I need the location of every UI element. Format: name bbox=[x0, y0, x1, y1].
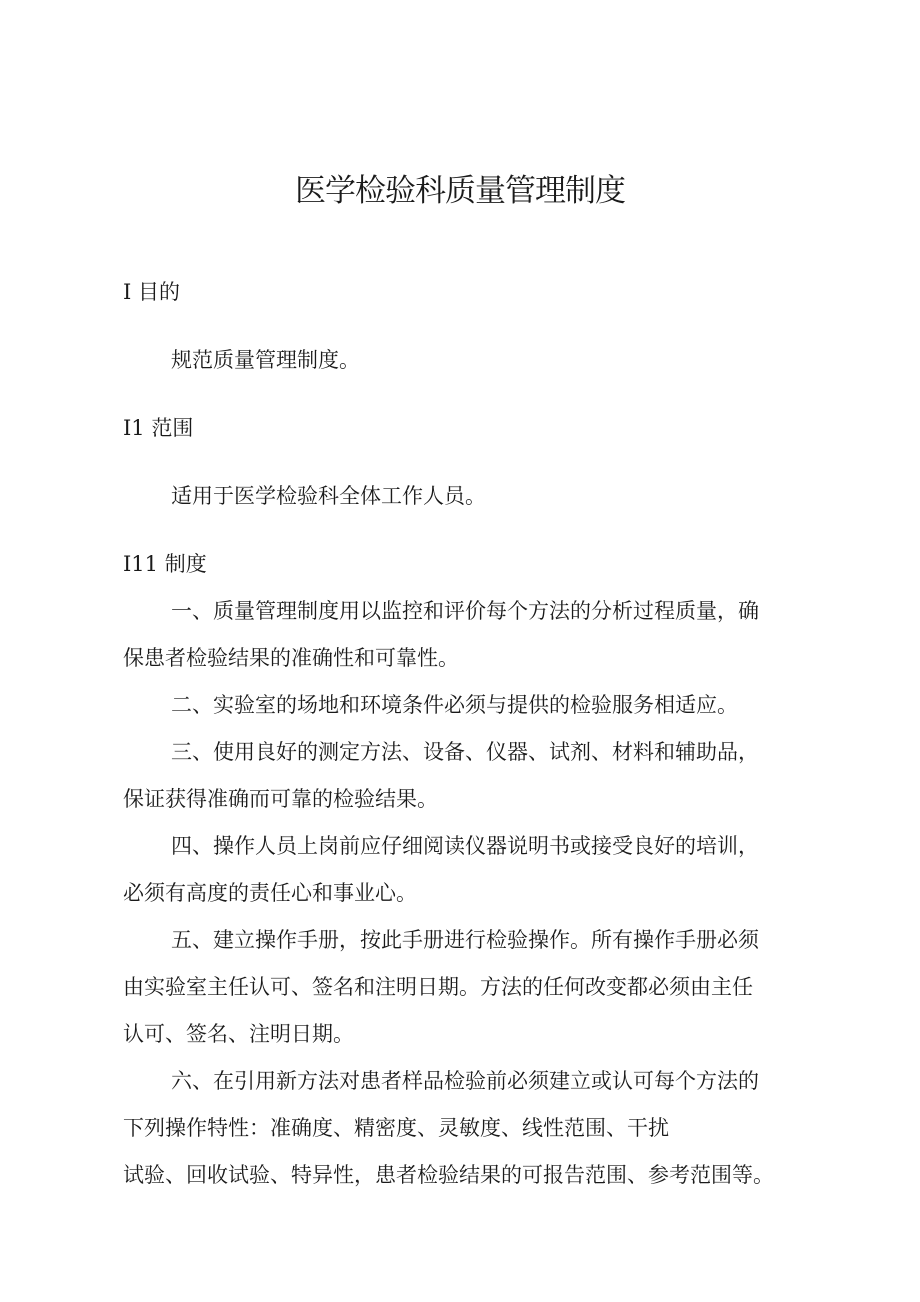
clause-line: 认可、签名、注明日期。 bbox=[123, 1022, 354, 1046]
clause-line: 三、使用良好的测定方法、设备、仪器、试剂、材料和辅助品， bbox=[171, 740, 759, 764]
section-heading-scope: I1 范围 bbox=[123, 416, 194, 440]
section-body-purpose: 规范质量管理制度。 bbox=[171, 348, 360, 372]
clause-2 bbox=[123, 682, 823, 729]
clause-line: 必须有高度的责任心和事业心。 bbox=[123, 881, 417, 905]
clause-4 bbox=[123, 823, 823, 917]
clause-line: 一、质量管理制度用以监控和评价每个方法的分析过程质量，确 bbox=[171, 599, 759, 623]
document-body bbox=[123, 269, 823, 1199]
clause-6 bbox=[123, 1058, 823, 1199]
clause-line: 六、在引用新方法对患者样品检验前必须建立或认可每个方法的 bbox=[171, 1069, 759, 1093]
clause-line: 保证获得准确而可靠的检验结果。 bbox=[123, 787, 438, 811]
clause-line: 四、操作人员上岗前应仔细阅读仪器说明书或接受良好的培训， bbox=[171, 834, 759, 858]
clause-3 bbox=[123, 729, 823, 823]
document-title: 医学检验科质量管理制度 bbox=[295, 173, 625, 209]
clause-line: 下列操作特性：准确度、精密度、灵敏度、线性范围、干扰 bbox=[123, 1116, 669, 1140]
section-heading-policy: I11 制度 bbox=[123, 552, 207, 576]
clause-line: 保患者检验结果的准确性和可靠性。 bbox=[123, 646, 459, 670]
clause-line: 由实验室主任认可、签名和注明日期。方法的任何改变都必须由主任 bbox=[123, 975, 753, 999]
clause-line: 二、实验室的场地和环境条件必须与提供的检验服务相适应。 bbox=[171, 693, 738, 717]
clause-1 bbox=[123, 588, 823, 682]
clause-line: 五、建立操作手册，按此手册进行检验操作。所有操作手册必须 bbox=[171, 928, 759, 952]
section-heading-purpose: I 目的 bbox=[123, 280, 180, 304]
section-body-scope: 适用于医学检验科全体工作人员。 bbox=[171, 484, 486, 508]
clause-line: 试验、回收试验、特异性，患者检验结果的可报告范围、参考范围等。 bbox=[123, 1163, 774, 1187]
clause-5 bbox=[123, 917, 823, 1058]
